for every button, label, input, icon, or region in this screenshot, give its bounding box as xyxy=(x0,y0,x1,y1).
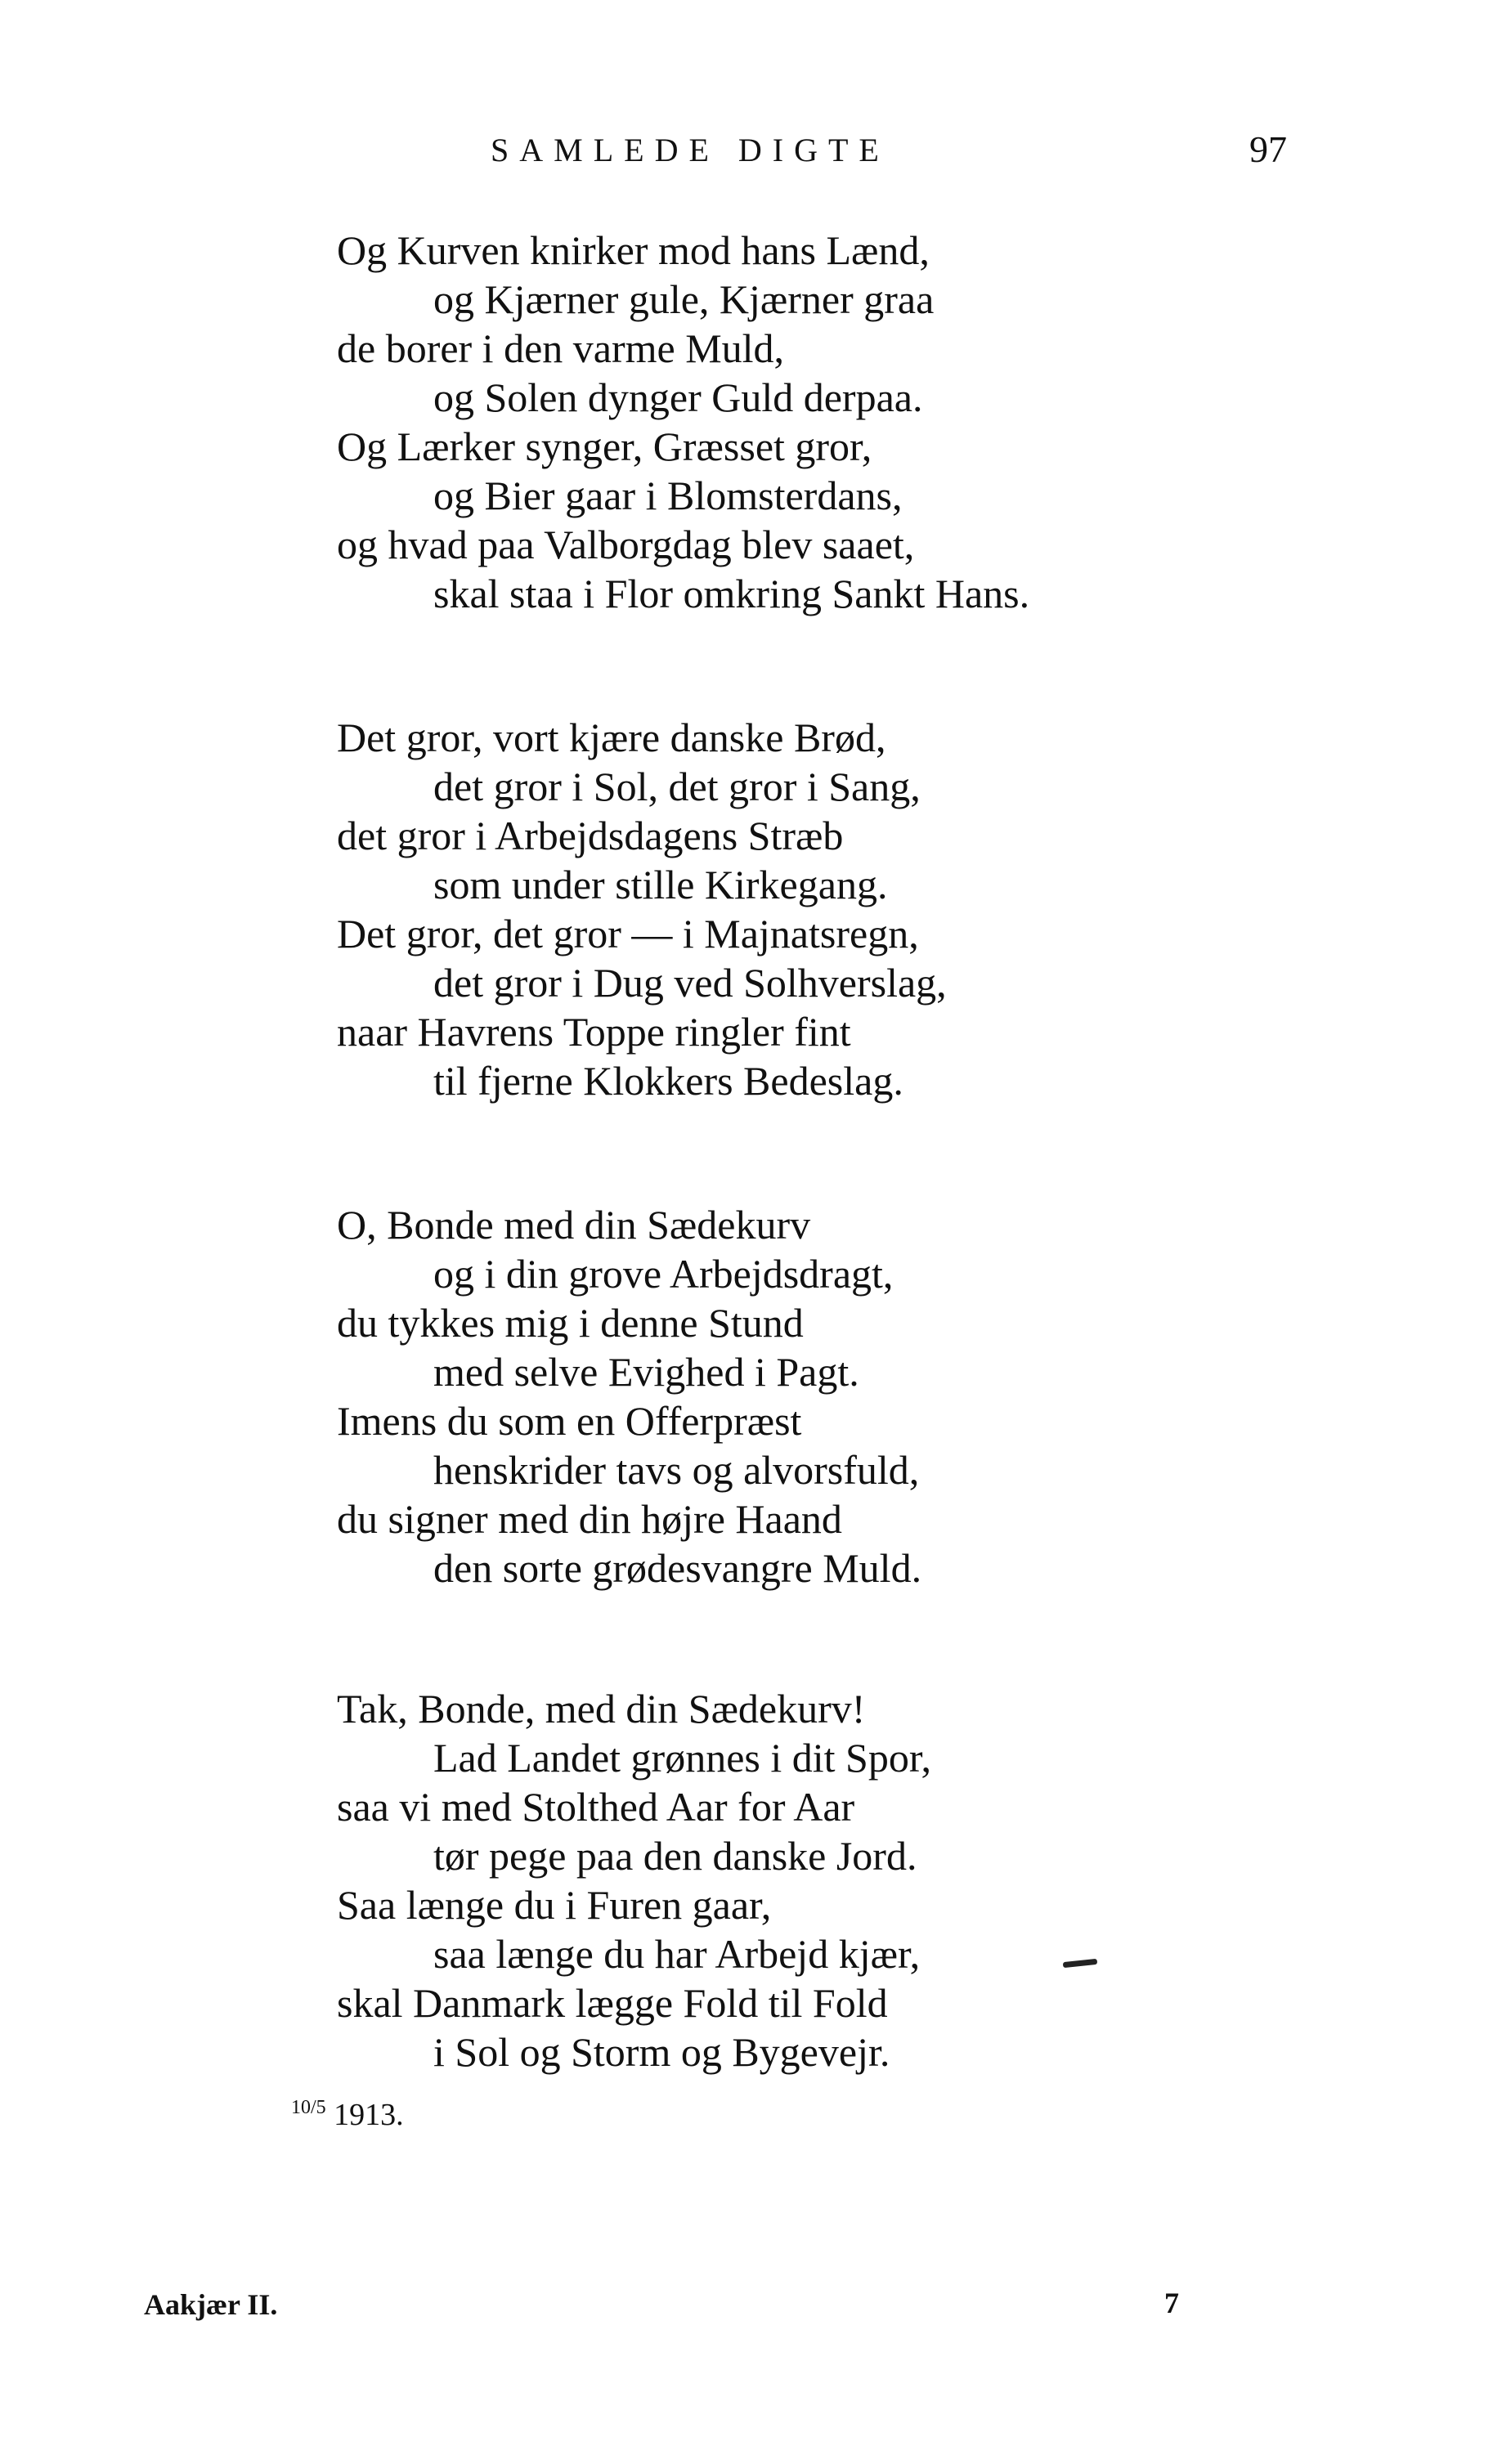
poem-line: Imens du som en Offerpræst xyxy=(337,1398,802,1444)
poem-line: Tak, Bonde, med din Sædekurv! xyxy=(337,1686,866,1732)
poem-line: og Kjærner gule, Kjærner graa xyxy=(433,276,935,322)
poem-line: O, Bonde med din Sædekurv xyxy=(337,1202,811,1248)
date-year: 1913. xyxy=(334,2098,404,2132)
poem-line: Og Kurven knirker mod hans Lænd, xyxy=(337,227,930,273)
poem-date xyxy=(291,2097,404,2133)
poem-line: det gror i Arbejdsdagens Stræb xyxy=(337,813,844,858)
poem-line: og hvad paa Valborgdag blev saaet, xyxy=(337,522,915,567)
poem-line: det gror i Sol, det gror i Sang, xyxy=(433,764,921,809)
stanza-2 xyxy=(337,713,1277,1105)
poem-line: med selve Evighed i Pagt. xyxy=(433,1349,859,1395)
poem-line: Det gror, vort kjære danske Brød, xyxy=(337,715,886,760)
running-header-title: SAMLEDE DIGTE xyxy=(491,132,890,168)
sheet-number: 7 xyxy=(1164,2287,1179,2319)
poem-line: Og Lærker synger, Græsset gror, xyxy=(337,423,872,469)
poem-line: til fjerne Klokkers Bedeslag. xyxy=(433,1058,903,1104)
stanza-4 xyxy=(337,1684,1277,2076)
poem-line: Det gror, det gror — i Majnatsregn, xyxy=(337,911,919,956)
poem-line: saa vi med Stolthed Aar for Aar xyxy=(337,1784,855,1830)
poem-line: den sorte grødesvangre Muld. xyxy=(433,1545,922,1591)
signature-mark: Aakjær II. xyxy=(144,2288,278,2321)
poem-line: og Solen dynger Guld derpaa. xyxy=(433,374,923,420)
poem-line: det gror i Dug ved Solhverslag, xyxy=(433,960,947,1006)
poem-line: i Sol og Storm og Bygevejr. xyxy=(433,2029,890,2075)
poem-line: skal staa i Flor omkring Sankt Hans. xyxy=(433,571,1030,616)
poem-line: du signer med din højre Haand xyxy=(337,1496,842,1542)
stanza-3 xyxy=(337,1200,1277,1593)
poem-line: saa længe du har Arbejd kjær, xyxy=(433,1931,921,1977)
poem-line: som under stille Kirkegang. xyxy=(433,862,888,907)
poem-line: skal Danmark lægge Fold til Fold xyxy=(337,1980,888,2026)
poem-line: henskrider tavs og alvorsfuld, xyxy=(433,1447,920,1493)
poem-line: naar Havrens Toppe ringler fint xyxy=(337,1009,851,1055)
date-day-month: 10/5 xyxy=(291,2097,326,2118)
poem-line: og Bier gaar i Blomsterdans, xyxy=(433,473,903,518)
poem-line: de borer i den varme Muld, xyxy=(337,325,785,371)
poem-line: og i din grove Arbejdsdragt, xyxy=(433,1251,894,1297)
stanza-1 xyxy=(337,226,1277,618)
poem-line: du tykkes mig i denne Stund xyxy=(337,1300,804,1346)
poem-line: tør pege paa den danske Jord. xyxy=(433,1833,917,1879)
poem-line: Saa længe du i Furen gaar, xyxy=(337,1882,772,1928)
page-number: 97 xyxy=(1249,128,1287,170)
poem-line: Lad Landet grønnes i dit Spor, xyxy=(433,1735,931,1781)
